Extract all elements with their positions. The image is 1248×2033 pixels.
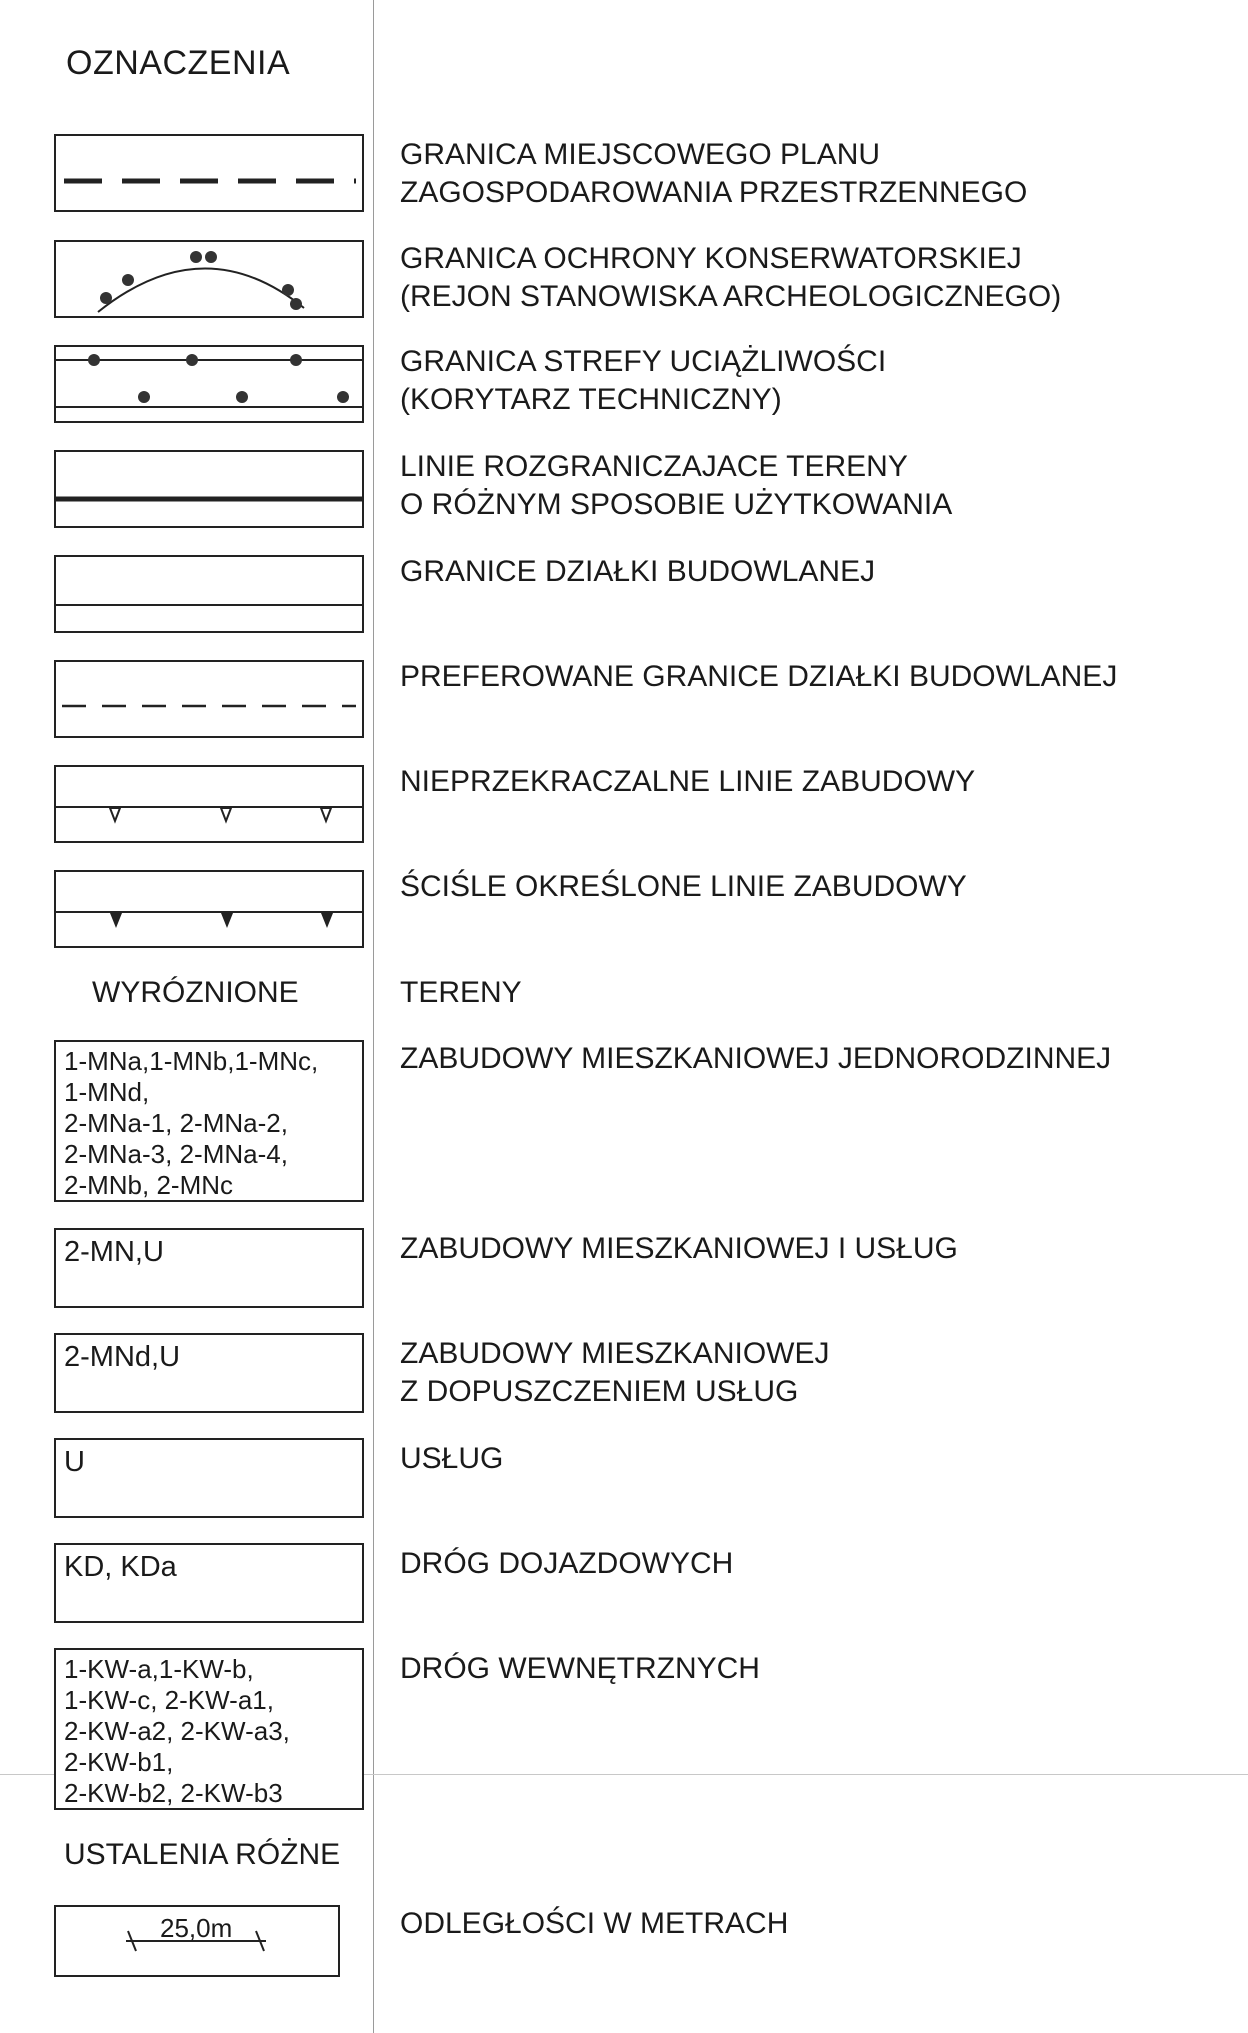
area-code-box-u: U bbox=[54, 1438, 364, 1518]
dimension-value: 25,0m bbox=[160, 1913, 233, 1943]
symbol-non-exceedable-building-line bbox=[54, 765, 364, 843]
thick-line-icon bbox=[56, 452, 362, 526]
area-desc-kw: DRÓG WEWNĘTRZNYCH bbox=[400, 1652, 760, 1685]
symbol-demarcation-lines bbox=[54, 450, 364, 528]
areas-header-right: TERENY bbox=[400, 976, 522, 1009]
symbol-conservation-boundary-desc: GRANICA OCHRONY KONSERWATORSKIEJ (REJON STANOWISKA ARCHEOLOGICZNEGO) bbox=[400, 242, 1062, 313]
thin-dashed-line-icon bbox=[56, 662, 362, 736]
area-desc-mnd-u: ZABUDOWY MIESZKANIOWEJ Z DOPUSZCZENIEM USŁUG bbox=[400, 1337, 830, 1408]
open-triangle-line-icon bbox=[56, 767, 362, 841]
area-code-box-mn-u: 2-MN,U bbox=[54, 1228, 364, 1308]
symbol-conservation-boundary bbox=[54, 240, 364, 318]
technical-corridor-icon bbox=[56, 347, 362, 421]
filled-triangle-line-icon bbox=[56, 872, 362, 946]
dotted-arc-icon bbox=[56, 242, 362, 316]
symbol-non-exceedable-building-line-desc: NIEPRZEKRACZALNE LINIE ZABUDOWY bbox=[400, 765, 976, 798]
dashed-line-icon bbox=[56, 136, 362, 210]
dimension-symbol bbox=[54, 1905, 340, 1977]
symbol-plan-boundary-desc: GRANICA MIEJSCOWEGO PLANU ZAGOSPODAROWANIA PRZESTRZENNEGO bbox=[400, 138, 1028, 209]
area-code-box-kd: KD, KDa bbox=[54, 1543, 364, 1623]
scan-fold-line bbox=[373, 0, 374, 2033]
area-desc-mn-u: ZABUDOWY MIESZKANIOWEJ I USŁUG bbox=[400, 1232, 958, 1265]
symbol-strict-building-line bbox=[54, 870, 364, 948]
symbol-preferred-plot-boundary bbox=[54, 660, 364, 738]
symbol-strict-building-line-desc: ŚCIŚLE OKREŚLONE LINIE ZABUDOWY bbox=[400, 870, 967, 903]
symbol-plot-boundary bbox=[54, 555, 364, 633]
dimension-desc: ODLEGŁOŚCI W METRACH bbox=[400, 1907, 789, 1940]
symbol-demarcation-lines-desc: LINIE ROZGRANICZAJACE TERENY O RÓŻNYM SPOSOBIE UŻYTKOWANIA bbox=[400, 450, 953, 521]
symbol-preferred-plot-boundary-desc: PREFEROWANE GRANICE DZIAŁKI BUDOWLANEJ bbox=[400, 660, 1118, 693]
areas-header-left: WYRÓZNIONE bbox=[92, 976, 299, 1009]
symbol-nuisance-zone bbox=[54, 345, 364, 423]
symbol-plot-boundary-desc: GRANICE DZIAŁKI BUDOWLANEJ bbox=[400, 555, 876, 588]
area-desc-u: USŁUG bbox=[400, 1442, 504, 1475]
area-code-box-mn: 1-MNa,1-MNb,1-MNc, 1-MNd, 2-MNa-1, 2-MNa-2, 2-MNa-3, 2-MNa-4, 2-MNb, 2-MNc bbox=[54, 1040, 364, 1202]
thin-line-icon bbox=[56, 557, 362, 631]
misc-header: USTALENIA RÓŻNE bbox=[64, 1838, 341, 1871]
area-code-box-kw: 1-KW-a,1-KW-b, 1-KW-c, 2-KW-a1, 2-KW-a2, 2-KW-a3, 2-KW-b1, 2-KW-b2, 2-KW-b3 bbox=[54, 1648, 364, 1810]
area-desc-mn: ZABUDOWY MIESZKANIOWEJ JEDNORODZINNEJ bbox=[400, 1042, 1112, 1075]
symbol-plan-boundary bbox=[54, 134, 364, 212]
area-desc-kd: DRÓG DOJAZDOWYCH bbox=[400, 1547, 734, 1580]
symbol-nuisance-zone-desc: GRANICA STREFY UCIĄŻLIWOŚCI (KORYTARZ TECHNICZNY) bbox=[400, 345, 887, 416]
area-code-box-mnd-u: 2-MNd,U bbox=[54, 1333, 364, 1413]
page-title: OZNACZENIA bbox=[66, 44, 291, 82]
